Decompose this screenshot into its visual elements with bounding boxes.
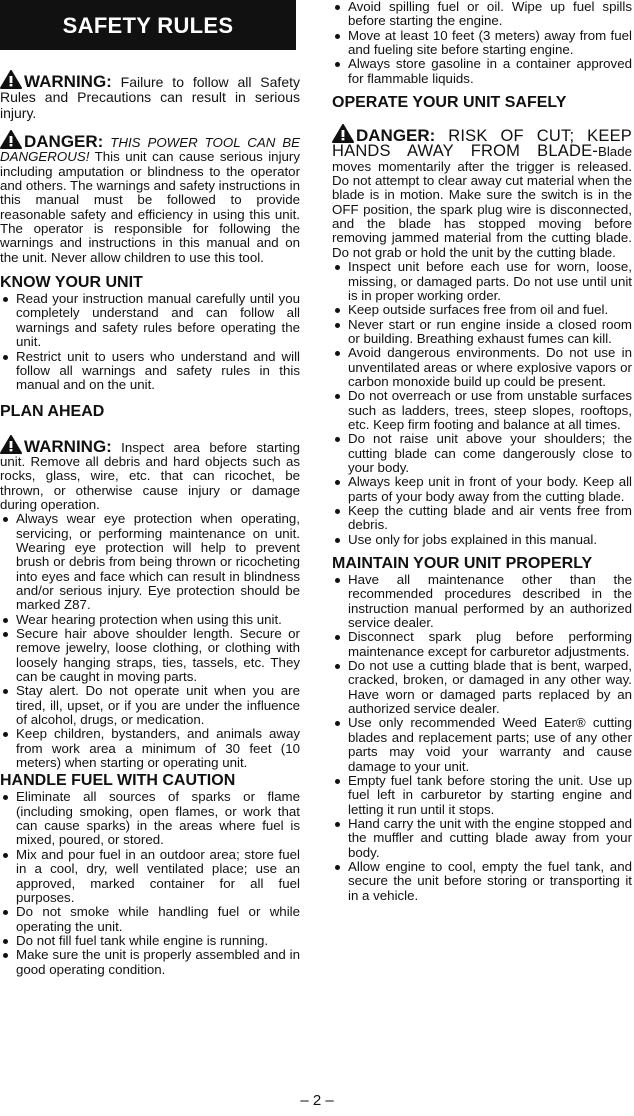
list-item: Have all maintenance other than the recommended procedures described in the instruction manual performed by an authorized service dealer. [332,573,632,630]
section-banner: SAFETY RULES [0,0,296,50]
warning-text: Failure to follow all Safety Rules and Precautions can result in serious injury. [0,74,300,121]
warning-icon [332,124,354,143]
list-item: Keep the cutting blade and air vents free from debris. [332,504,632,533]
danger-label: DANGER: [24,132,104,152]
heading-operate-safely: OPERATE YOUR UNIT SAFELY [332,94,567,112]
list-item: Stay alert. Do not operate unit when you are tired, ill, upset, or if you are under the influence of alcohol, drugs, or medication. [0,684,300,727]
list-item: Make sure the unit is properly assembled and in good operating condition. [0,948,300,977]
list-item: Always keep unit in front of your body. Keep all parts of your body away from the cutting blade. [332,475,632,504]
warning-label: WARNING: [24,436,112,456]
list-item: Always wear eye protection when operating, servicing, or performing maintenance on unit. Wearing eye protection will help to prevent brush or debris from being thrown or ricocheting into eyes and face which can result in blindness and/or serious injury. Eye protection should be marked Z87. [0,512,300,612]
right-column [332,0,632,903]
warning-icon [0,70,22,89]
heading-know-your-unit: KNOW YOUR UNIT [0,274,143,292]
list-item: Secure hair above shoulder length. Secure or remove jewelry, loose clothing, or clothing with loosely hanging straps, ties, tassels, etc. They can be caught in moving parts. [0,627,300,684]
list-item: Eliminate all sources of sparks or flame (including smoking, open flames, or work that can cause sparks) in the areas where fuel is mixed, poured, or stored. [0,790,300,847]
danger-caps: RISK OF CUT; KEEP HANDS AWAY FROM BLADE- [332,127,632,161]
list-item: Keep outside surfaces free from oil and fuel. [332,303,632,317]
list-item: Read your instruction manual carefully until you completely understand and can follow all warnings and safety rules before operating the unit. [0,292,300,349]
list-item: Mix and pour fuel in an outdoor area; store fuel in a cool, dry, well ventilated place; use an approved, marked container for all fuel purposes. [0,848,300,905]
list-item: Keep children, bystanders, and animals away from work area a minimum of 30 feet (10 meters) when starting or operating unit. [0,727,300,770]
plan-list [0,512,300,770]
list-item: Disconnect spark plug before performing maintenance except for carburetor adjustments. [332,630,632,659]
danger-text: This unit can cause serious injury including amputation or blindness to the operator and others. The warnings and safety instructions in this manual must be followed to provide reasonable safety and efficiency in using this unit. The operator is responsible for following the warnings and instructions in this manual and on the unit. Never allow children to use this tool. [0,149,300,265]
operate-list [332,260,632,547]
danger-text: Blade moves momentarily after the trigger is released. Do not attempt to clear away cut material when the blade is in motion. Make sure the switch is in the OFF position, the spark plug wire is disconnected, and the blade has stopped moving before removing jammed material from the cutting blade. Do not grab or hold the unit by the cutting blade. [332,144,632,260]
danger-paragraph [0,130,300,265]
list-item: Use only for jobs explained in this manual. [332,533,632,547]
warning-paragraph [0,435,300,513]
list-item: Allow engine to cool, empty the fuel tank, and secure the unit before storing or transporting it in a vehicle. [332,860,632,903]
warning-paragraph [0,70,300,121]
list-item: Avoid dangerous environments. Do not use in unventilated areas or where explosive vapors or carbon monoxide build up could be present. [332,346,632,389]
warning-icon [0,435,22,454]
list-item: Wear hearing protection when using this unit. [0,613,300,627]
list-item: Move at least 10 feet (3 meters) away from fuel and fueling site before starting engine. [332,29,632,58]
list-item: Use only recommended Weed Eater® cutting blades and replacement parts; use of any other parts may void your warranty and cause damage to your unit. [332,716,632,773]
list-item: Avoid spilling fuel or oil. Wipe up fuel spills before starting the engine. [332,0,632,29]
heading-handle-fuel: HANDLE FUEL WITH CAUTION [0,772,236,790]
list-item: Empty fuel tank before storing the unit. Use up fuel left in carburetor by starting engine and letting it run until it stops. [332,774,632,817]
list-item: Do not raise unit above your shoulders; the cutting blade can come dangerously close to your body. [332,432,632,475]
warning-label: WARNING: [24,72,112,91]
warning-text: Inspect area before starting unit. Remove all debris and hard objects such as rocks, glass, wire, etc. that can ricochet, be thrown, or otherwise cause injury or damage during operation. [0,439,300,512]
list-item: Restrict unit to users who understand and will follow all warnings and safety rules in this manual and on the unit. [0,350,300,393]
list-item: Do not fill fuel tank while engine is running. [0,934,300,948]
heading-plan-ahead: PLAN AHEAD [0,402,105,420]
list-item: Do not overreach or use from unstable surfaces such as ladders, trees, steep slopes, rooftops, etc. Keep firm footing and balance at all times. [332,389,632,432]
fuel-list [0,790,300,976]
page-number: – 2 – [300,1092,334,1109]
heading-maintain-unit: MAINTAIN YOUR UNIT PROPERLY [332,555,593,573]
warning-icon [0,130,22,149]
fuel-list-continued [332,0,632,86]
left-column [0,0,300,977]
danger-label: DANGER: [356,126,436,146]
list-item: Never start or run engine inside a closed room or building. Breathing exhaust fumes can kill. [332,318,632,347]
danger-italic: THIS POWER TOOL CAN BE DANGEROUS! [0,135,300,165]
list-item: Do not smoke while handling fuel or while operating the unit. [0,905,300,934]
list-item: Inspect unit before each use for worn, loose, missing, or damaged parts. Do not use until unit is in proper working order. [332,260,632,303]
maintain-list [332,573,632,903]
list-item: Do not use a cutting blade that is bent, warped, cracked, broken, or damaged in any other way. Have worn or damaged parts replaced by an authorized service dealer. [332,659,632,716]
list-item: Hand carry the unit with the engine stopped and the muffler and cutting blade away from your body. [332,817,632,860]
danger-paragraph [332,124,632,260]
know-list [0,292,300,392]
list-item: Always store gasoline in a container approved for flammable liquids. [332,57,632,86]
